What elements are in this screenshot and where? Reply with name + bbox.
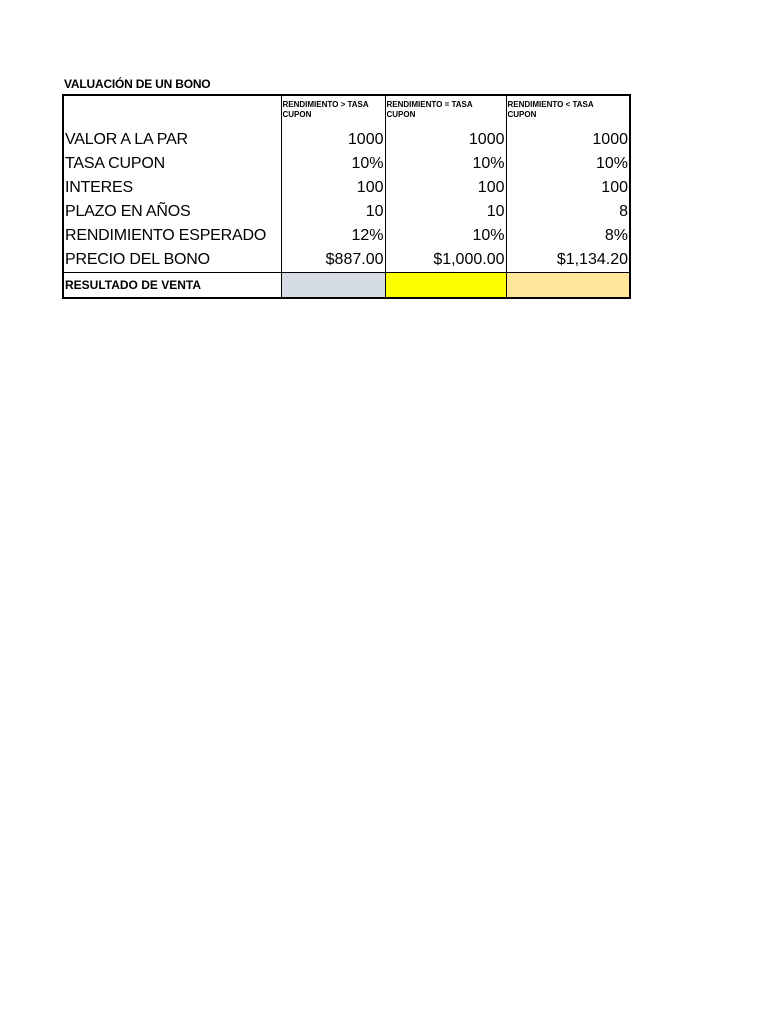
header-line: CUPON — [386, 110, 416, 119]
table-row-par-value — [63, 128, 630, 152]
value-cell[interactable]: $1,134.20 — [506, 248, 630, 273]
table-row-bond-price — [63, 248, 630, 273]
header-line: CUPON — [507, 110, 537, 119]
row-label[interactable]: VALOR A LA PAR — [65, 131, 188, 148]
header-cell-yield-greater[interactable] — [281, 95, 385, 128]
result-cell-discount[interactable] — [281, 273, 385, 299]
header-line: RENDIMIENTO = TASA — [386, 100, 473, 109]
value-cell[interactable]: 8 — [506, 200, 630, 224]
table-row-expected-yield — [63, 224, 630, 248]
value-cell[interactable]: 100 — [385, 176, 506, 200]
value-cell[interactable]: 10 — [385, 200, 506, 224]
row-label[interactable]: RENDIMIENTO ESPERADO — [65, 227, 267, 244]
table-row-term-years — [63, 200, 630, 224]
value-cell[interactable]: 100 — [281, 176, 385, 200]
row-label[interactable]: INTERES — [65, 179, 133, 196]
header-cell-yield-equal[interactable] — [385, 95, 506, 128]
result-cell-par[interactable] — [385, 273, 506, 299]
value-cell[interactable]: $887.00 — [281, 248, 385, 273]
value-cell[interactable]: $1,000.00 — [385, 248, 506, 273]
header-blank-cell[interactable] — [63, 95, 281, 128]
row-label[interactable]: RESULTADO DE VENTA — [63, 273, 281, 299]
header-line: RENDIMIENTO < TASA — [507, 100, 594, 109]
value-cell[interactable]: 1000 — [385, 128, 506, 152]
row-label[interactable]: PLAZO EN AÑOS — [65, 203, 191, 220]
table-row-sale-result — [63, 273, 630, 299]
bond-valuation-table — [62, 94, 631, 299]
value-cell[interactable]: 10% — [385, 224, 506, 248]
value-cell[interactable]: 100 — [506, 176, 630, 200]
table-row-coupon-rate — [63, 152, 630, 176]
value-cell[interactable]: 8% — [506, 224, 630, 248]
value-cell[interactable]: 1000 — [506, 128, 630, 152]
value-cell[interactable]: 12% — [281, 224, 385, 248]
row-label[interactable]: PRECIO DEL BONO — [65, 251, 210, 268]
table-row-interest — [63, 176, 630, 200]
header-row — [63, 95, 630, 128]
value-cell[interactable]: 1000 — [281, 128, 385, 152]
row-label[interactable]: TASA CUPON — [65, 155, 165, 172]
sheet-title: VALUACIÓN DE UN BONO — [64, 77, 211, 91]
value-cell[interactable]: 10% — [385, 152, 506, 176]
header-line: CUPON — [282, 110, 312, 119]
result-cell-premium[interactable] — [506, 273, 630, 299]
header-cell-yield-less[interactable] — [506, 95, 630, 128]
value-cell[interactable]: 10% — [506, 152, 630, 176]
header-line: RENDIMIENTO > TASA — [282, 100, 369, 109]
value-cell[interactable]: 10% — [281, 152, 385, 176]
value-cell[interactable]: 10 — [281, 200, 385, 224]
